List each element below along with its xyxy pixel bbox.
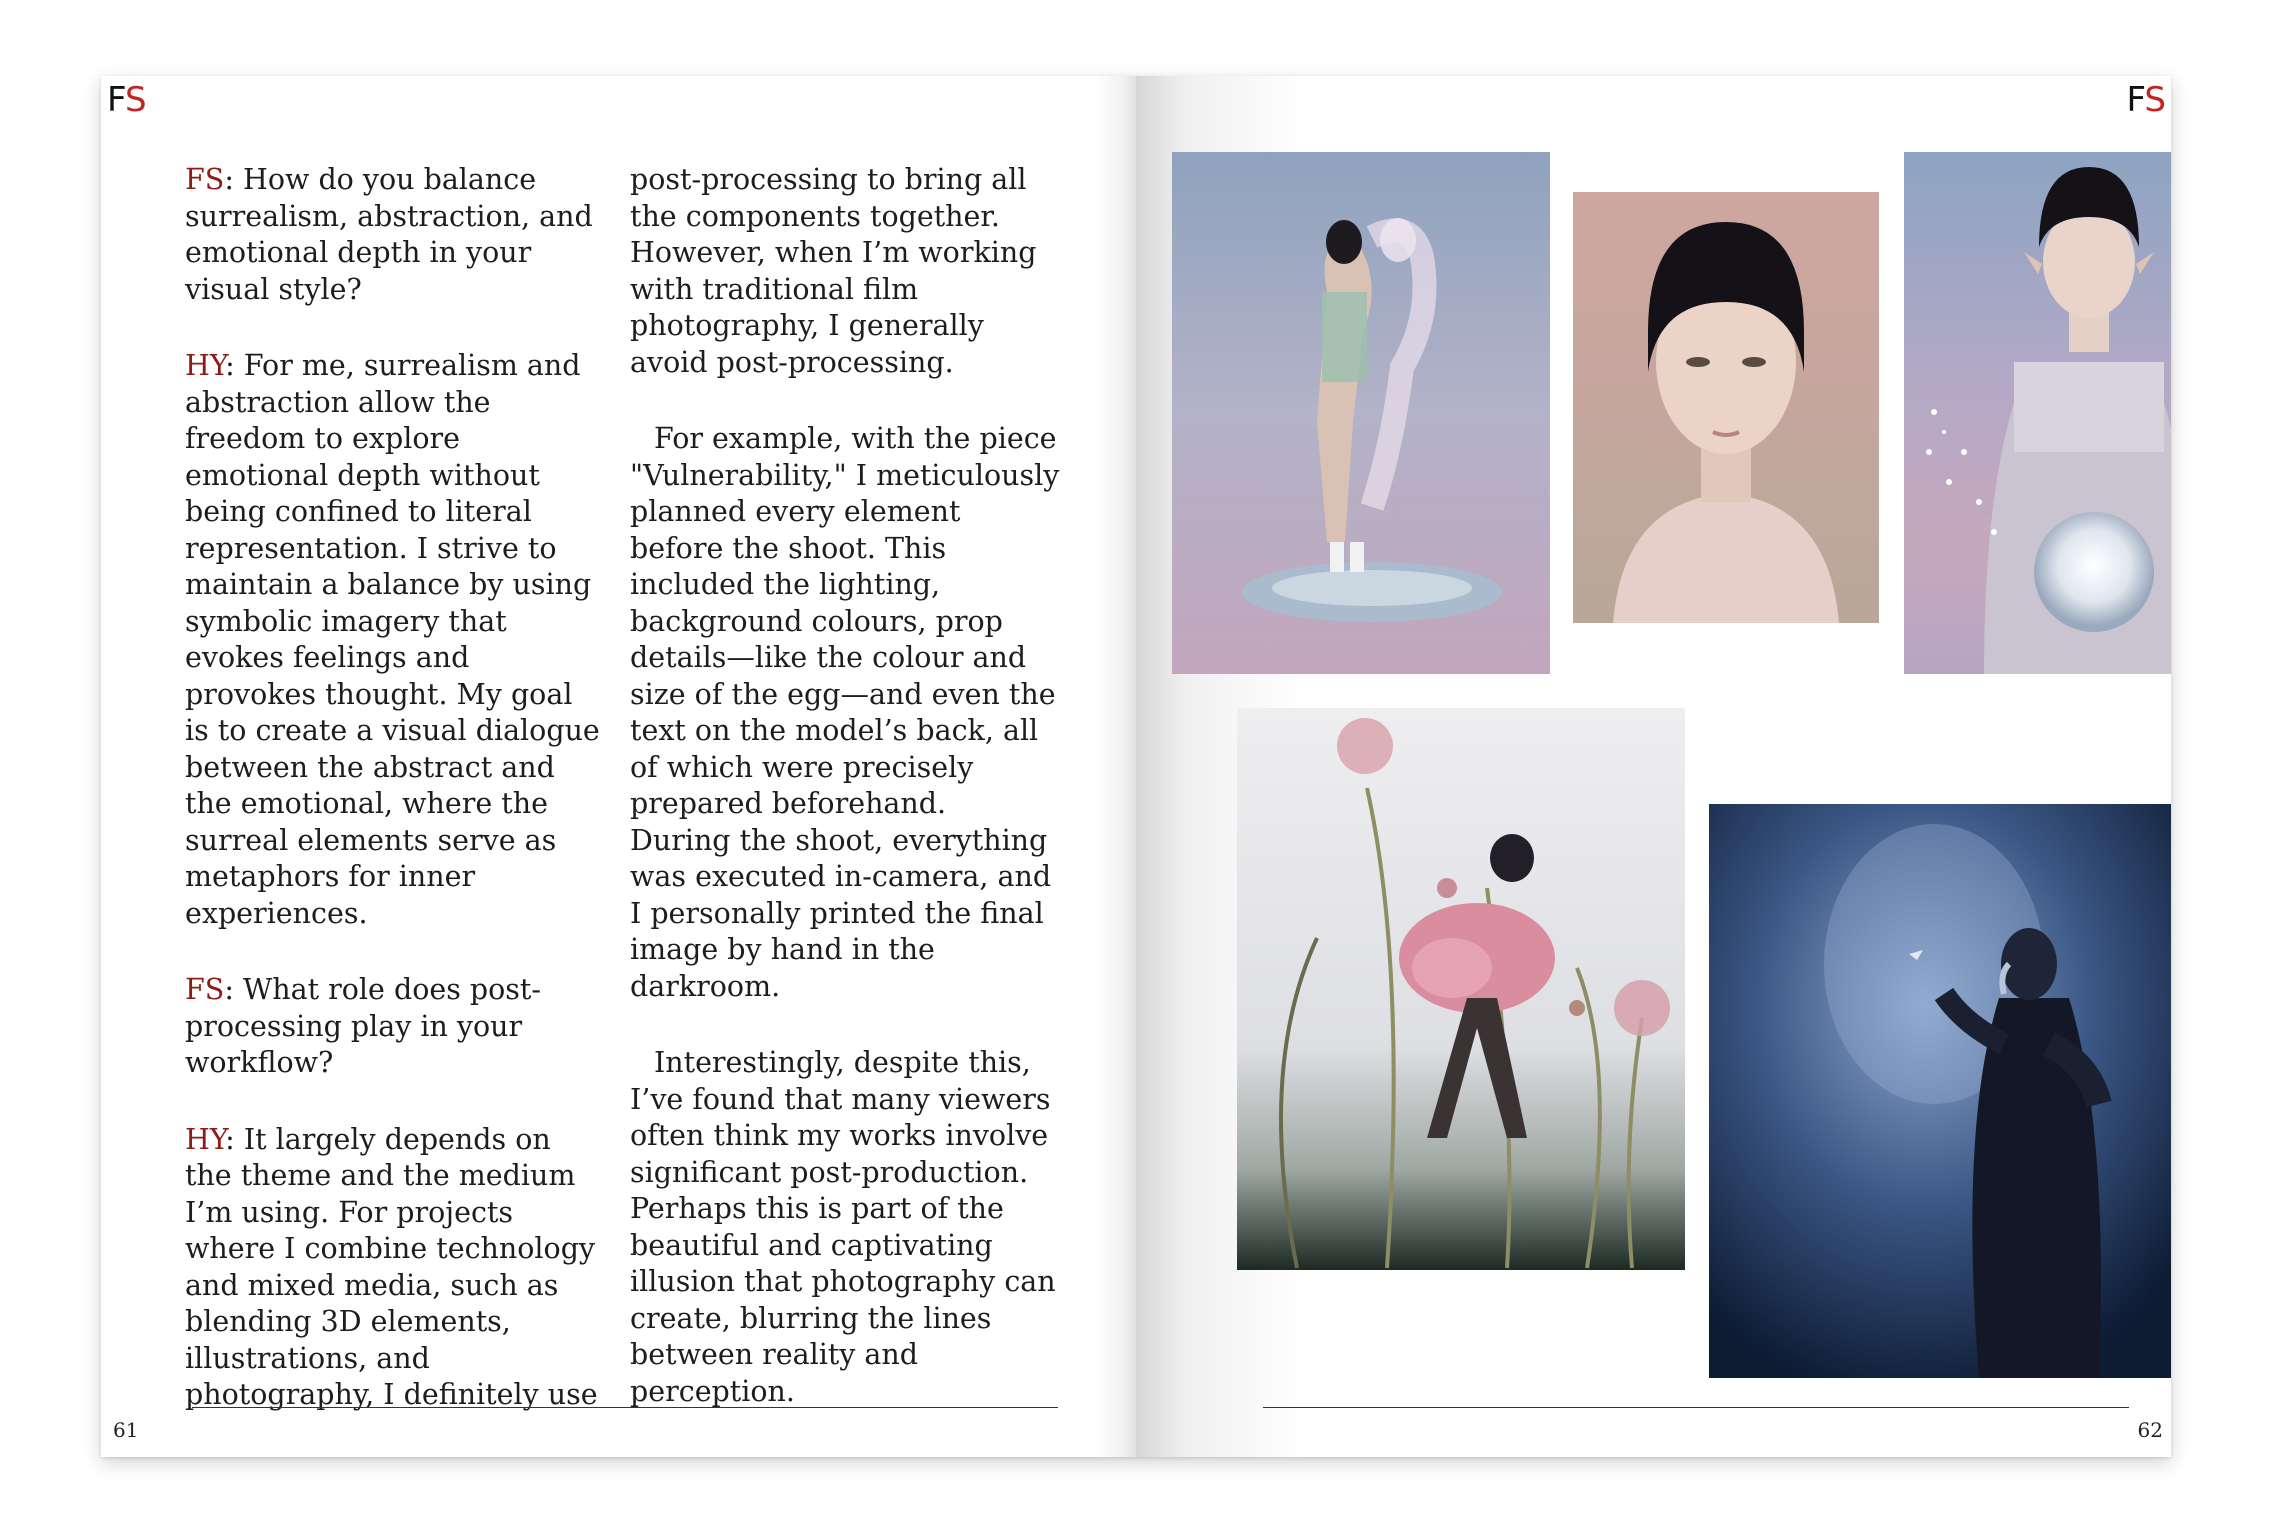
page-number: 61 bbox=[113, 1418, 139, 1442]
article-column-1 bbox=[185, 162, 605, 1414]
paragraph: post-processing to bring all the components together. However, when I’m working with traditional film photography, I generally avoid post-processing. bbox=[630, 163, 1037, 379]
photo-figure-dark-dress bbox=[1709, 804, 2171, 1378]
gutter-shadow bbox=[1096, 76, 1136, 1457]
fs-logo: FS bbox=[107, 80, 146, 120]
photo-figure-with-sculpture bbox=[1172, 152, 1550, 674]
footer-rule bbox=[192, 1407, 1058, 1408]
right-page bbox=[1136, 76, 2171, 1457]
photo-portrait-bob bbox=[1573, 192, 1879, 623]
paragraph: FS: What role does post-processing play in your workflow? bbox=[185, 973, 542, 1079]
article-column-2 bbox=[630, 162, 1060, 1410]
page-number: 62 bbox=[2137, 1418, 2163, 1442]
paragraph: FS: How do you balance surrealism, abstraction, and emotional depth in your visual style? bbox=[185, 163, 593, 306]
paragraph: Interestingly, despite this, I’ve found that many viewers often think my works involve significant post-production. Perhaps this is part of the beautiful and captivating illusion that photography can create, blurring the lines between reality and perception. bbox=[630, 1046, 1056, 1408]
paragraph: During the shoot, everything was executed in-camera, and I personally printed the final image by hand in the darkroom. bbox=[630, 823, 1052, 1003]
fs-logo: FS bbox=[2126, 80, 2165, 120]
photo-figure-with-flowers bbox=[1237, 708, 1685, 1270]
magazine-spread bbox=[101, 76, 2171, 1457]
footer-rule bbox=[1263, 1407, 2129, 1408]
paragraph: HY: For me, surrealism and abstraction allow the freedom to explore emotional depth without being confined to literal representation. I strive to maintain a balance by using symbolic imagery that evokes feelings and provokes thought. My goal is to create a visual dialogue between the abstract and the emotional, where the surreal elements serve as metaphors for inner experiences. bbox=[185, 349, 600, 930]
photo-figure-with-orb bbox=[1904, 152, 2171, 674]
paragraph: HY: It largely depends on the theme and the medium I’m using. For projects where I combine technology and mixed media, such as blending 3D elements, illustrations, and photography, I definitely use bbox=[185, 1122, 598, 1411]
left-page bbox=[101, 76, 1136, 1457]
paragraph: For example, with the piece "Vulnerability," I meticulously planned every element before the shoot. This included the lighting, background colours, prop details—like the colour and size of the egg—and even the text on the model’s back, all of which were precisely prepared beforehand. bbox=[630, 422, 1060, 820]
